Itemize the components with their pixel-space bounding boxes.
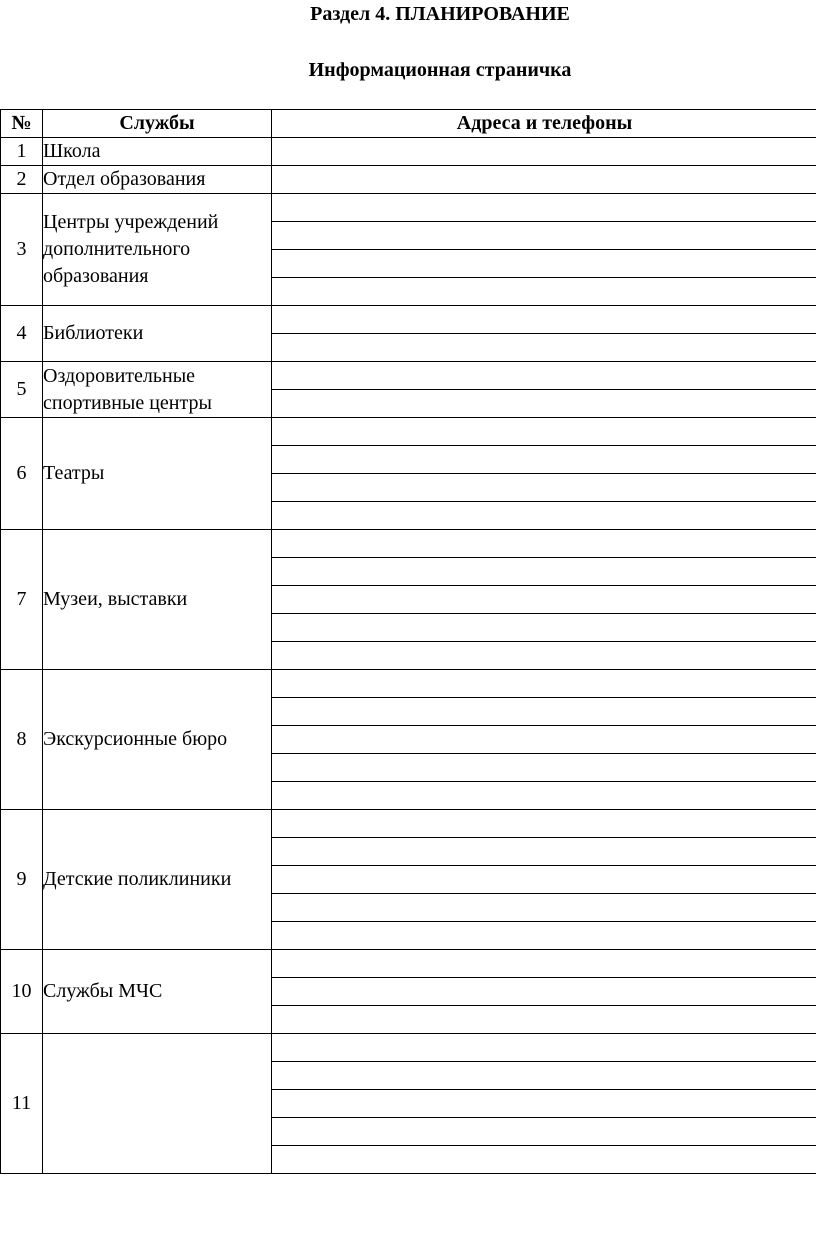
- header-services: Службы: [43, 110, 272, 138]
- row-number: 3: [1, 194, 43, 306]
- section-title: Раздел 4. ПЛАНИРОВАНИЕ: [310, 3, 570, 25]
- address-phone-field[interactable]: [272, 446, 816, 474]
- address-phone-field[interactable]: [272, 418, 816, 446]
- table-row: [1, 670, 816, 698]
- table-row: [1, 810, 816, 838]
- service-name: Отдел образования: [43, 166, 272, 194]
- table-header-row: [1, 110, 816, 138]
- address-phone-field[interactable]: [272, 642, 816, 670]
- address-phone-field[interactable]: [272, 474, 816, 502]
- address-phone-field[interactable]: [272, 166, 816, 194]
- address-phone-field[interactable]: [272, 390, 816, 418]
- address-phone-field[interactable]: [272, 586, 816, 614]
- address-phone-field[interactable]: [272, 894, 816, 922]
- service-name: Детские поликлиники: [43, 810, 272, 950]
- table-row: [1, 530, 816, 558]
- address-phone-field[interactable]: [272, 698, 816, 726]
- table-row: [1, 166, 816, 194]
- address-phone-field[interactable]: [272, 614, 816, 642]
- service-name: Театры: [43, 418, 272, 530]
- address-phone-field[interactable]: [272, 1090, 816, 1118]
- service-name: Школа: [43, 138, 272, 166]
- address-phone-field[interactable]: [272, 222, 816, 250]
- address-phone-field[interactable]: [272, 1118, 816, 1146]
- table-row: [1, 418, 816, 446]
- address-phone-field[interactable]: [272, 558, 816, 586]
- address-phone-field[interactable]: [272, 1006, 816, 1034]
- service-name: Центры учреждений дополнительного образования: [43, 194, 272, 306]
- address-phone-field[interactable]: [272, 138, 816, 166]
- service-name: [43, 1034, 272, 1174]
- row-number: 9: [1, 810, 43, 950]
- row-number: 2: [1, 166, 43, 194]
- service-name: Музеи, выставки: [43, 530, 272, 670]
- table-row: [1, 306, 816, 334]
- header-contacts: Адреса и телефоны: [272, 110, 816, 138]
- address-phone-field[interactable]: [272, 334, 816, 362]
- address-phone-field[interactable]: [272, 306, 816, 334]
- address-phone-field[interactable]: [272, 1034, 816, 1062]
- info-table: [0, 109, 816, 1174]
- address-phone-field[interactable]: [272, 530, 816, 558]
- table-row: [1, 950, 816, 978]
- service-name: Оздоровительные спортивные центры: [43, 362, 272, 418]
- address-phone-field[interactable]: [272, 502, 816, 530]
- table-body: [1, 138, 816, 1174]
- address-phone-field[interactable]: [272, 810, 816, 838]
- row-number: 4: [1, 306, 43, 362]
- address-phone-field[interactable]: [272, 950, 816, 978]
- address-phone-field[interactable]: [272, 278, 816, 306]
- service-name: Библиотеки: [43, 306, 272, 362]
- row-number: 5: [1, 362, 43, 418]
- address-phone-field[interactable]: [272, 978, 816, 1006]
- table-row: [1, 138, 816, 166]
- page-subtitle: Информационная страничка: [308, 59, 572, 81]
- address-phone-field[interactable]: [272, 250, 816, 278]
- address-phone-field[interactable]: [272, 754, 816, 782]
- service-name: Службы МЧС: [43, 950, 272, 1034]
- address-phone-field[interactable]: [272, 838, 816, 866]
- row-number: 1: [1, 138, 43, 166]
- row-number: 11: [1, 1034, 43, 1174]
- address-phone-field[interactable]: [272, 726, 816, 754]
- row-number: 8: [1, 670, 43, 810]
- address-phone-field[interactable]: [272, 670, 816, 698]
- address-phone-field[interactable]: [272, 1062, 816, 1090]
- table-row: [1, 362, 816, 390]
- header-number: №: [1, 110, 43, 138]
- row-number: 10: [1, 950, 43, 1034]
- row-number: 7: [1, 530, 43, 670]
- table-row: [1, 1034, 816, 1062]
- service-name: Экскурсионные бюро: [43, 670, 272, 810]
- address-phone-field[interactable]: [272, 922, 816, 950]
- address-phone-field[interactable]: [272, 866, 816, 894]
- address-phone-field[interactable]: [272, 362, 816, 390]
- row-number: 6: [1, 418, 43, 530]
- address-phone-field[interactable]: [272, 194, 816, 222]
- address-phone-field[interactable]: [272, 1146, 816, 1174]
- table-row: [1, 194, 816, 222]
- address-phone-field[interactable]: [272, 782, 816, 810]
